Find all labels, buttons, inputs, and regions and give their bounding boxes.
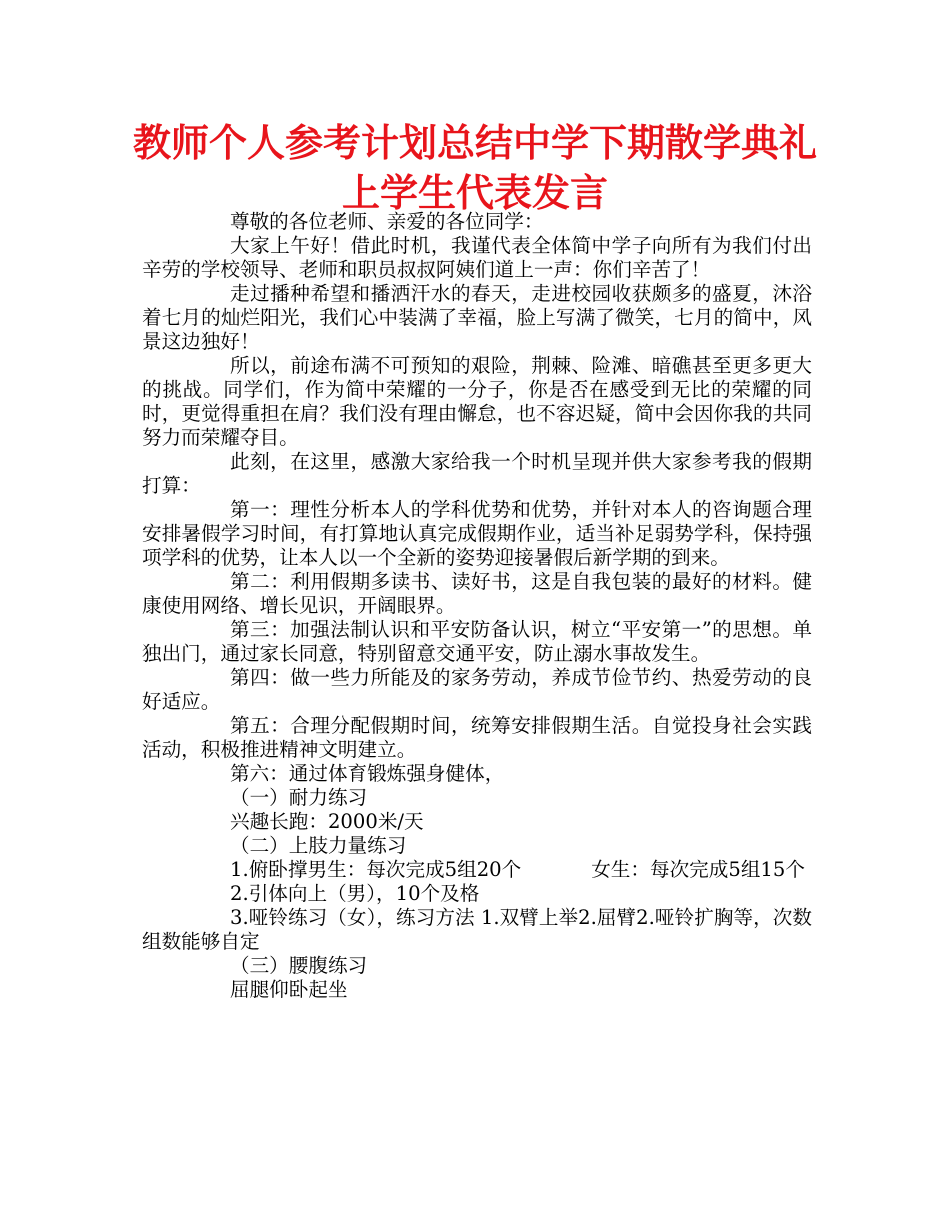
plan-item-6: 第六：通过体育锻炼强身健体， bbox=[230, 762, 505, 785]
greeting-paragraph: 尊敬的各位老师、亲爱的各位同学： bbox=[230, 210, 544, 233]
document-title-line-2: 上学生代表发言 bbox=[341, 171, 608, 215]
exercise-pushups bbox=[142, 858, 812, 882]
body-paragraph: 此刻，在这里，感激大家给我一个时机呈现并供大家参考我的假期打算： bbox=[142, 450, 812, 497]
pushup-female-text: 女生：每次完成5组15个 bbox=[591, 858, 805, 881]
body-paragraph: 所以，前途布满不可预知的艰险，荆棘、险滩、暗礁甚至更多更大的挑战。同学们，作为简中荣耀的一分子，你是否在感受到无比的荣耀的同时，更觉得重担在肩？我们没有理由懈怠，也不容迟疑，简中会因你我的共同努力而荣耀夺目。 bbox=[142, 354, 812, 449]
body-paragraph: 走过播种希望和播洒汗水的春天，走进校园收获颇多的盛夏，沐浴着七月的灿烂阳光，我们心中装满了幸福，脸上写满了微笑，七月的简中，风景这边独好！ bbox=[142, 282, 812, 353]
exercise-dumbbell: 3.哑铃练习（女），练习方法 1.双臂上举2.屈臂2.哑铃扩胸等，次数组数能够自定 bbox=[142, 906, 812, 953]
exercise-heading-endurance: （一）耐力练习 bbox=[230, 786, 368, 809]
exercise-situps: 屈腿仰卧起坐 bbox=[230, 978, 348, 1001]
exercise-heading-upper-body: （二）上肢力量练习 bbox=[230, 834, 407, 857]
plan-item-4: 第四：做一些力所能及的家务劳动，养成节俭节约、热爱劳动的良好适应。 bbox=[142, 666, 812, 713]
document-body bbox=[142, 210, 812, 1002]
exercise-heading-core: （三）腰腹练习 bbox=[230, 954, 368, 977]
plan-item-3: 第三：加强法制认识和平安防备认识，树立“平安第一”的思想。单独出门，通过家长同意，特别留意交通平安，防止溺水事故发生。 bbox=[142, 618, 812, 665]
body-paragraph: 大家上午好！借此时机，我谨代表全体简中学子向所有为我们付出辛劳的学校领导、老师和职员叔叔阿姨们道上一声：你们辛苦了！ bbox=[142, 234, 812, 281]
pushup-male-text: 1.俯卧撑男生：每次完成5组20个 bbox=[230, 858, 522, 881]
document-title-line-1: 教师个人参考计划总结中学下期散学典礼 bbox=[132, 121, 817, 165]
document-title bbox=[120, 118, 830, 218]
plan-item-5: 第五：合理分配假期时间，统筹安排假期生活。自觉投身社会实践活动，积极推进精神文明建立。 bbox=[142, 714, 812, 761]
plan-item-1: 第一：理性分析本人的学科优势和优势，并针对本人的咨询题合理安排暑假学习时间，有打算地认真完成假期作业，适当补足弱势学科，保持强项学科的优势，让本人以一个全新的姿势迎接暑假后新学期的到来。 bbox=[142, 498, 812, 569]
exercise-pullups: 2.引体向上（男），10个及格 bbox=[230, 882, 480, 905]
exercise-running: 兴趣长跑：2000米/天 bbox=[230, 810, 424, 833]
plan-item-2: 第二：利用假期多读书、读好书，这是自我包装的最好的材料。健康使用网络、增长见识，开阔眼界。 bbox=[142, 570, 812, 617]
